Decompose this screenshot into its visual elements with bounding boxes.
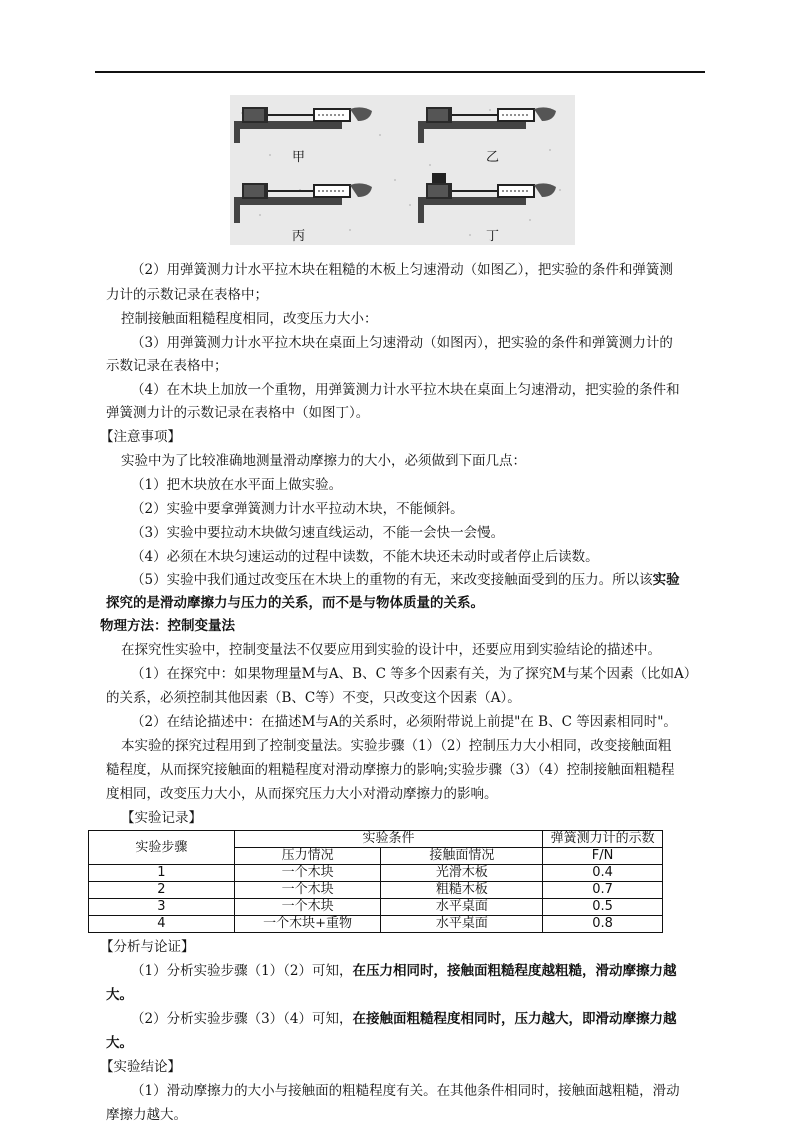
- list-item: （1）把木块放在水平面上做实验。: [131, 477, 343, 493]
- paragraph-line: 的关系，必须控制其他因素（B、C等）不变，只改变这个因素（A）。: [106, 690, 521, 706]
- paragraph-line: （2）在结论描述中：在描述M与A的关系时，必须附带说上前提"在 B、C 等因素相同时"。: [131, 714, 677, 730]
- cell-surface: 水平桌面: [381, 916, 543, 933]
- table-row: [89, 865, 663, 882]
- cell-step: 1: [89, 865, 235, 882]
- section-title-notes: 【注意事项】: [100, 429, 181, 445]
- figure-label-bing: 丙: [292, 229, 306, 244]
- emphasis-text: 实验: [652, 572, 680, 588]
- list-item: [131, 571, 680, 590]
- cell-step: 4: [89, 916, 235, 933]
- paragraph-line: （3）用弹簧测力计水平拉木块在桌面上匀速滑动（如图丙），把实验的条件和弹簧测力计的: [131, 335, 673, 351]
- emphasis-line: 大。: [106, 1035, 133, 1051]
- paragraph-line: 摩擦力越大。: [106, 1107, 187, 1123]
- emphasis-line: 探究的是滑动摩擦力与压力的关系，而不是与物体质量的关系。: [106, 595, 484, 611]
- paragraph-line: [131, 962, 677, 981]
- cell-pressure: 一个木块: [234, 882, 381, 899]
- section-title-conclusion: 【实验结论】: [100, 1059, 181, 1075]
- table-row: [89, 899, 663, 916]
- list-item: （2）实验中要拿弹簧测力计水平拉动木块，不能倾斜。: [131, 501, 464, 517]
- cell-surface: 水平桌面: [381, 899, 543, 916]
- paragraph-line: （2）用弹簧测力计水平拉木块在粗糙的木板上匀速滑动（如图乙），把实验的条件和弹簧测: [131, 262, 673, 278]
- list-item-text: （5）实验中我们通过改变压在木块上的重物的有无，来改变接触面受到的压力。所以该: [131, 572, 653, 588]
- section-title-method: 物理方法：控制变量法: [100, 618, 235, 634]
- paragraph-line: 度相同，改变压力大小，从而探究压力大小对滑动摩擦力的影响。: [106, 786, 498, 802]
- cell-force: 0.5: [543, 899, 663, 916]
- paragraph-line: 力计的示数记录在表格中；: [106, 287, 268, 303]
- cell-pressure: 一个木块: [234, 899, 381, 916]
- record-table: [88, 830, 663, 933]
- cell-force: 0.8: [543, 916, 663, 933]
- paragraph-line: [131, 1010, 677, 1029]
- emphasis-text: 在压力相同时，接触面粗糙程度越粗糙，滑动摩擦力越: [352, 963, 677, 979]
- table-header-reading: 弹簧测力计的示数: [543, 831, 663, 848]
- list-item: （3）实验中要拉动木块做匀速直线运动，不能一会快一会慢。: [131, 525, 505, 541]
- figure-label-yi: 乙: [486, 150, 500, 165]
- cell-pressure: 一个木块+重物: [234, 916, 381, 933]
- paragraph-line: 实验中为了比较准确地测量滑动摩擦力的大小，必须做到下面几点：: [121, 453, 526, 469]
- section-title-analysis: 【分析与论证】: [100, 939, 195, 955]
- paragraph-line: （1）滑动摩擦力的大小与接触面的粗糙程度有关。在其他条件相同时，接触面越粗糙，滑动: [131, 1083, 680, 1099]
- table-header-conditions: 实验条件: [234, 831, 542, 848]
- emphasis-text: 在接触面粗糙程度相同时，压力越大，即滑动摩擦力越: [352, 1011, 677, 1027]
- paragraph-line: 控制接触面粗糙程度相同，改变压力大小：: [121, 311, 378, 327]
- analysis-text: （2）分析实验步骤（3）（4）可知，: [131, 1011, 353, 1027]
- table-header-unit: F/N: [543, 848, 663, 865]
- cell-surface: 粗糙木板: [381, 882, 543, 899]
- table-header-pressure: 压力情况: [234, 848, 381, 865]
- paragraph-line: （1）在探究中：如果物理量M与A、B、C 等多个因素有关，为了探究M与某个因素（比如A）: [131, 666, 698, 682]
- paragraph-line: 示数记录在表格中；: [106, 358, 228, 374]
- paragraph-line: 糙程度，从而探究接触面的粗糙程度对滑动摩擦力的影响;实验步骤（3）（4）控制接触面粗糙程: [106, 762, 675, 778]
- table-header-step: 实验步骤: [89, 831, 235, 865]
- figure-label-jia: 甲: [292, 150, 306, 165]
- cell-step: 3: [89, 899, 235, 916]
- table-row: [89, 882, 663, 899]
- experiment-figure: [230, 95, 575, 245]
- paragraph-line: 弹簧测力计的示数记录在表格中（如图丁）。: [106, 405, 370, 421]
- figure-label-ding: 丁: [486, 229, 500, 244]
- cell-force: 0.7: [543, 882, 663, 899]
- analysis-text: （1）分析实验步骤（1）（2）可知，: [131, 963, 353, 979]
- paragraph-line: （4）在木块上加放一个重物，用弹簧测力计水平拉木块在桌面上匀速滑动，把实验的条件和: [131, 382, 680, 398]
- list-item: （4）必须在木块匀速运动的过程中读数，不能木块还未动时或者停止后读数。: [131, 549, 599, 565]
- emphasis-line: 大。: [106, 987, 133, 1003]
- header-rule: [95, 71, 705, 73]
- cell-force: 0.4: [543, 865, 663, 882]
- cell-pressure: 一个木块: [234, 865, 381, 882]
- table-header-surface: 接触面情况: [381, 848, 543, 865]
- cell-surface: 光滑木板: [381, 865, 543, 882]
- paragraph-line: 本实验的探究过程用到了控制变量法。实验步骤（1）（2）控制压力大小相同，改变接触面粗: [121, 738, 672, 754]
- paragraph-line: 在探究性实验中，控制变量法不仅要应用到实验的设计中，还要应用到实验结论的描述中。: [121, 642, 661, 658]
- section-title-record: 【实验记录】: [121, 810, 202, 826]
- table-row: [89, 916, 663, 933]
- cell-step: 2: [89, 882, 235, 899]
